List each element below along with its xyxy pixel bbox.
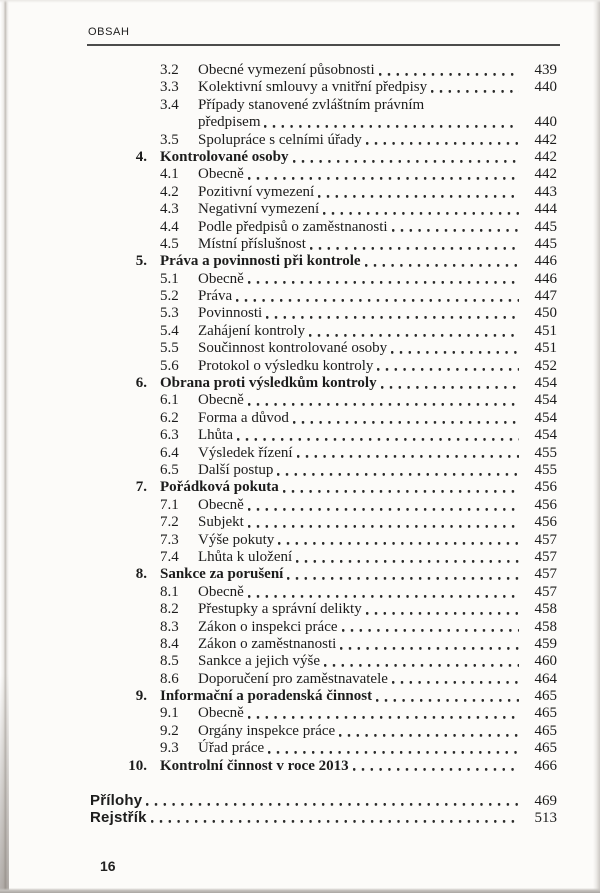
toc-entry-number: 5.3 — [160, 305, 179, 322]
toc-row — [90, 445, 557, 462]
scan-edge-left-shadow — [0, 673, 9, 893]
toc-entry-number: 4.3 — [160, 201, 179, 218]
toc-entry-title: Kontrolní činnost v roce 2013 — [160, 757, 349, 774]
dot-leader — [340, 636, 519, 653]
toc-entry-title: Podle předpisů o zaměstnanosti — [198, 218, 388, 235]
toc-entry-page: 466 — [534, 757, 557, 774]
toc-entry-page: 444 — [534, 201, 557, 218]
toc-row — [90, 132, 557, 149]
toc-entry-title: Orgány inspekce práce — [198, 722, 336, 739]
toc-row — [90, 375, 557, 392]
dot-leader — [310, 236, 519, 253]
toc-entry-title: Sankce a jejich výše — [198, 653, 321, 670]
dot-leader — [365, 253, 519, 270]
toc-entry-page: 446 — [534, 270, 557, 287]
toc-entry-page: 440 — [534, 114, 557, 131]
toc-entry-page: 442 — [534, 166, 557, 183]
dot-leader — [283, 479, 519, 496]
toc-entry-page: 457 — [534, 566, 557, 583]
toc-entry-page: 454 — [534, 409, 557, 426]
dot-leader — [248, 584, 519, 601]
toc-entry-title: Obecně — [198, 496, 244, 513]
dot-leader — [392, 671, 519, 688]
toc-entry-title: Doporučení pro zaměstnavatele — [198, 670, 388, 687]
toc-row — [90, 184, 557, 201]
toc-entry-title: Protokol o výsledku kontroly — [198, 357, 374, 374]
toc-entry-page: 457 — [534, 531, 557, 548]
toc-entry-page: 456 — [534, 479, 557, 496]
toc-row — [90, 705, 557, 722]
toc-row — [90, 271, 557, 288]
toc-entry-title: Obrana proti výsledkům kontroly — [160, 375, 377, 392]
toc-entry-number: 4.1 — [160, 166, 179, 183]
toc-entry-page: 452 — [534, 357, 557, 374]
toc-row — [90, 219, 557, 236]
dot-leader — [309, 323, 519, 340]
toc-entry-page: 443 — [534, 183, 557, 200]
toc-entry-page: 440 — [534, 79, 557, 96]
dot-leader — [146, 792, 519, 809]
toc-entry-title: Obecné vymezení působnosti — [198, 62, 375, 78]
toc-entry-title: Práva a povinnosti při kontrole — [160, 253, 361, 270]
toc-entry-title: Zákon o zaměstnanosti — [198, 635, 337, 652]
toc-row — [90, 566, 557, 583]
toc-entry-page: 450 — [534, 305, 557, 322]
toc-entry-page: 457 — [534, 583, 557, 600]
toc-row — [90, 201, 557, 218]
toc-entry-title: Informační a poradenská činnost — [160, 688, 373, 705]
toc-entry-page: 445 — [534, 235, 557, 252]
toc-entry-number: 5.1 — [160, 270, 179, 287]
toc-entry-number: 5.5 — [160, 340, 179, 357]
dot-leader — [277, 462, 519, 479]
dot-leader — [366, 132, 519, 149]
toc-entry-page: 446 — [534, 253, 557, 270]
toc-entry-page: 457 — [534, 548, 557, 565]
toc-entry-number: 6.2 — [160, 409, 179, 426]
toc-entry-title: Lhůta — [198, 427, 233, 444]
toc-row — [90, 671, 557, 688]
back-matter-page: 513 — [534, 810, 557, 827]
back-matter-title: Přílohy — [90, 792, 143, 809]
toc-entry-title: Obecně — [198, 166, 244, 183]
toc-entry-title: Spolupráce s celními úřady — [198, 131, 362, 148]
toc-entry-title: Obecně — [198, 705, 244, 722]
toc-entry-title: Sankce za porušení — [160, 566, 284, 583]
toc-row — [90, 114, 557, 131]
toc-row — [90, 758, 557, 775]
dot-leader — [287, 566, 519, 583]
dot-leader — [428, 97, 519, 114]
dot-leader — [266, 305, 519, 322]
toc-entry-number: 6.5 — [160, 461, 179, 478]
dot-leader — [323, 201, 519, 218]
dot-leader — [151, 809, 519, 826]
toc-entry-number: 8.6 — [160, 670, 179, 687]
toc-row — [90, 62, 557, 79]
back-matter-row — [90, 809, 557, 826]
toc-entry-page: 455 — [534, 444, 557, 461]
toc-entry-title: Obecně — [198, 583, 244, 600]
toc-entry-number: 8.3 — [160, 618, 179, 635]
toc-row — [90, 253, 557, 270]
dot-leader — [296, 549, 519, 566]
dot-leader — [431, 79, 519, 96]
toc-entry-number: 9.3 — [160, 740, 179, 757]
toc-entry-title: Lhůta k uložení — [198, 548, 293, 565]
scan-edge-bottom — [0, 888, 600, 893]
toc-row — [90, 288, 557, 305]
toc-entry-title: Pořádková pokuta — [160, 479, 279, 496]
toc-entry-number: 6.1 — [160, 392, 179, 409]
toc-entry-page: 460 — [534, 653, 557, 670]
toc-row — [90, 79, 557, 96]
dot-leader — [318, 184, 519, 201]
back-matter-title: Rejstřík — [90, 809, 147, 827]
toc-entry-number: 5.4 — [160, 322, 179, 339]
toc-entry-number: 6.3 — [160, 427, 179, 444]
toc-list — [90, 62, 557, 775]
dot-leader — [248, 497, 519, 514]
toc-entry-page: 454 — [534, 375, 557, 392]
toc-entry-title: Negativní vymezení — [198, 201, 320, 218]
toc-row — [90, 584, 557, 601]
toc-entry-number: 10. — [128, 757, 147, 774]
toc-row — [90, 723, 557, 740]
toc-row — [90, 549, 557, 566]
dot-leader — [248, 392, 519, 409]
toc-entry-number: 7.3 — [160, 531, 179, 548]
back-matter-page: 469 — [534, 793, 557, 809]
running-header — [88, 26, 130, 38]
dot-leader — [392, 219, 519, 236]
toc-row — [90, 166, 557, 183]
dot-leader — [237, 427, 519, 444]
toc-row — [90, 392, 557, 409]
toc-row — [90, 740, 557, 757]
dot-leader — [391, 340, 519, 357]
toc-entry-number: 7.2 — [160, 514, 179, 531]
dot-leader — [248, 166, 519, 183]
toc-entry-title: Zákon o inspekci práce — [198, 618, 338, 635]
toc-row — [90, 236, 557, 253]
toc-entry-title: Obecně — [198, 270, 244, 287]
toc-entry-number: 9.2 — [160, 722, 179, 739]
toc-entry-title: Výsledek řízení — [198, 444, 293, 461]
toc-row — [90, 514, 557, 531]
toc-entry-title: Kolektivní smlouvy a vnitřní předpisy — [198, 79, 428, 96]
toc-entry-page: 451 — [534, 322, 557, 339]
toc-entry-title: Zahájení kontroly — [198, 322, 306, 339]
toc-entry-page: 458 — [534, 618, 557, 635]
toc-entry-title: předpisem — [198, 114, 261, 131]
toc-entry-title: Kontrolované osoby — [160, 148, 289, 165]
toc-entry-title: Výše pokuty — [198, 531, 275, 548]
toc-entry-page: 458 — [534, 601, 557, 618]
toc-row — [90, 532, 557, 549]
toc-entry-title: Subjekt — [198, 514, 244, 531]
toc-entry-number: 9. — [135, 688, 147, 705]
toc-entry-title: Obecně — [198, 392, 244, 409]
toc-entry-number: 8.2 — [160, 601, 179, 618]
toc-row — [90, 358, 557, 375]
toc-entry-page: 465 — [534, 722, 557, 739]
toc-entry-number: 8. — [135, 566, 147, 583]
dot-leader — [268, 740, 519, 757]
dot-leader — [248, 271, 519, 288]
toc-row — [90, 636, 557, 653]
toc-row — [90, 427, 557, 444]
toc-entry-page: 451 — [534, 340, 557, 357]
toc-row — [90, 340, 557, 357]
toc-entry-title: Práva — [198, 288, 233, 305]
back-matter-row — [90, 792, 557, 809]
toc-entry-number: 8.5 — [160, 653, 179, 670]
toc-entry-page: 456 — [534, 496, 557, 513]
toc-entry-number: 3.4 — [160, 96, 179, 113]
toc-entry-title: Případy stanovené zvláštním právním — [198, 96, 425, 113]
page-number: 16 — [100, 858, 116, 874]
toc-entry-page: 442 — [534, 131, 557, 148]
toc-entry-number: 6.4 — [160, 444, 179, 461]
toc-entry-number: 3.3 — [160, 79, 179, 96]
toc-entry-number: 7.4 — [160, 548, 179, 565]
scan-edge-right — [593, 0, 600, 893]
toc-entry-number: 4.4 — [160, 218, 179, 235]
toc-entry-number: 5. — [135, 253, 147, 270]
toc-row — [90, 462, 557, 479]
toc-entry-page: 459 — [534, 635, 557, 652]
toc-entry-page: 465 — [534, 688, 557, 705]
toc-entry-number: 8.1 — [160, 583, 179, 600]
toc-entry-title: Součinnost kontrolované osoby — [198, 340, 388, 357]
toc-entry-page: 447 — [534, 288, 557, 305]
toc-row — [90, 601, 557, 618]
dot-leader — [381, 375, 519, 392]
toc-entry-number: 8.4 — [160, 635, 179, 652]
dot-leader — [248, 705, 519, 722]
running-header-title: OBSAH — [88, 26, 130, 38]
header-rule — [87, 44, 560, 46]
toc-row — [90, 653, 557, 670]
toc-entry-number: 4.5 — [160, 235, 179, 252]
toc-entry-page: 465 — [534, 705, 557, 722]
dot-leader — [353, 758, 519, 775]
toc-entry-page: 465 — [534, 740, 557, 757]
dot-leader — [342, 619, 519, 636]
toc-row — [90, 305, 557, 322]
toc-entry-title: Přestupky a správní delikty — [198, 601, 362, 618]
toc-entry-page: 439 — [534, 62, 557, 78]
dot-leader — [324, 653, 519, 670]
toc-row — [90, 410, 557, 427]
toc-entry-page: 454 — [534, 392, 557, 409]
toc-entry-page: 442 — [534, 148, 557, 165]
toc-entry-number: 9.1 — [160, 705, 179, 722]
dot-leader — [248, 514, 519, 531]
toc-row — [90, 323, 557, 340]
toc-entry-title: Pozitivní vymezení — [198, 183, 315, 200]
toc-entry-number: 5.2 — [160, 288, 179, 305]
dot-leader — [297, 445, 519, 462]
dot-leader — [236, 288, 519, 305]
dot-leader — [264, 114, 519, 131]
toc-entry-title: Povinnosti — [198, 305, 263, 322]
toc-row — [90, 688, 557, 705]
toc-entry-number: 5.6 — [160, 357, 179, 374]
scan-edge-left — [0, 0, 9, 893]
dot-leader — [376, 688, 519, 705]
toc-entry-page: 456 — [534, 514, 557, 531]
toc-entry-number: 7.1 — [160, 496, 179, 513]
toc-entry-number: 3.2 — [160, 62, 179, 78]
toc-entry-page: 455 — [534, 461, 557, 478]
dot-leader — [293, 410, 519, 427]
toc-entry-title: Místní příslušnost — [198, 235, 306, 252]
toc-entry-title: Forma a důvod — [198, 409, 289, 426]
toc-row — [90, 497, 557, 514]
toc-entry-title: Další postup — [198, 461, 274, 478]
dot-leader — [377, 358, 519, 375]
dot-leader — [293, 149, 520, 166]
toc-entry-page: 454 — [534, 427, 557, 444]
toc-entry-number: 7. — [135, 479, 147, 496]
toc-entry-number: 4.2 — [160, 183, 179, 200]
toc-entry-number: 6. — [135, 375, 147, 392]
dot-leader — [278, 532, 519, 549]
toc-row — [90, 619, 557, 636]
toc-row — [90, 97, 557, 114]
back-matter-list — [90, 792, 557, 827]
toc-entry-page: 445 — [534, 218, 557, 235]
toc-entry-number: 3.5 — [160, 131, 179, 148]
scan-edge-top — [0, 0, 600, 3]
toc-entry-number: 4. — [135, 148, 147, 165]
dot-leader — [366, 601, 519, 618]
dot-leader — [339, 723, 519, 740]
toc-row — [90, 149, 557, 166]
toc-row — [90, 479, 557, 496]
dot-leader — [379, 62, 519, 79]
toc-entry-title: Úřad práce — [198, 740, 265, 757]
toc-entry-page: 464 — [534, 670, 557, 687]
